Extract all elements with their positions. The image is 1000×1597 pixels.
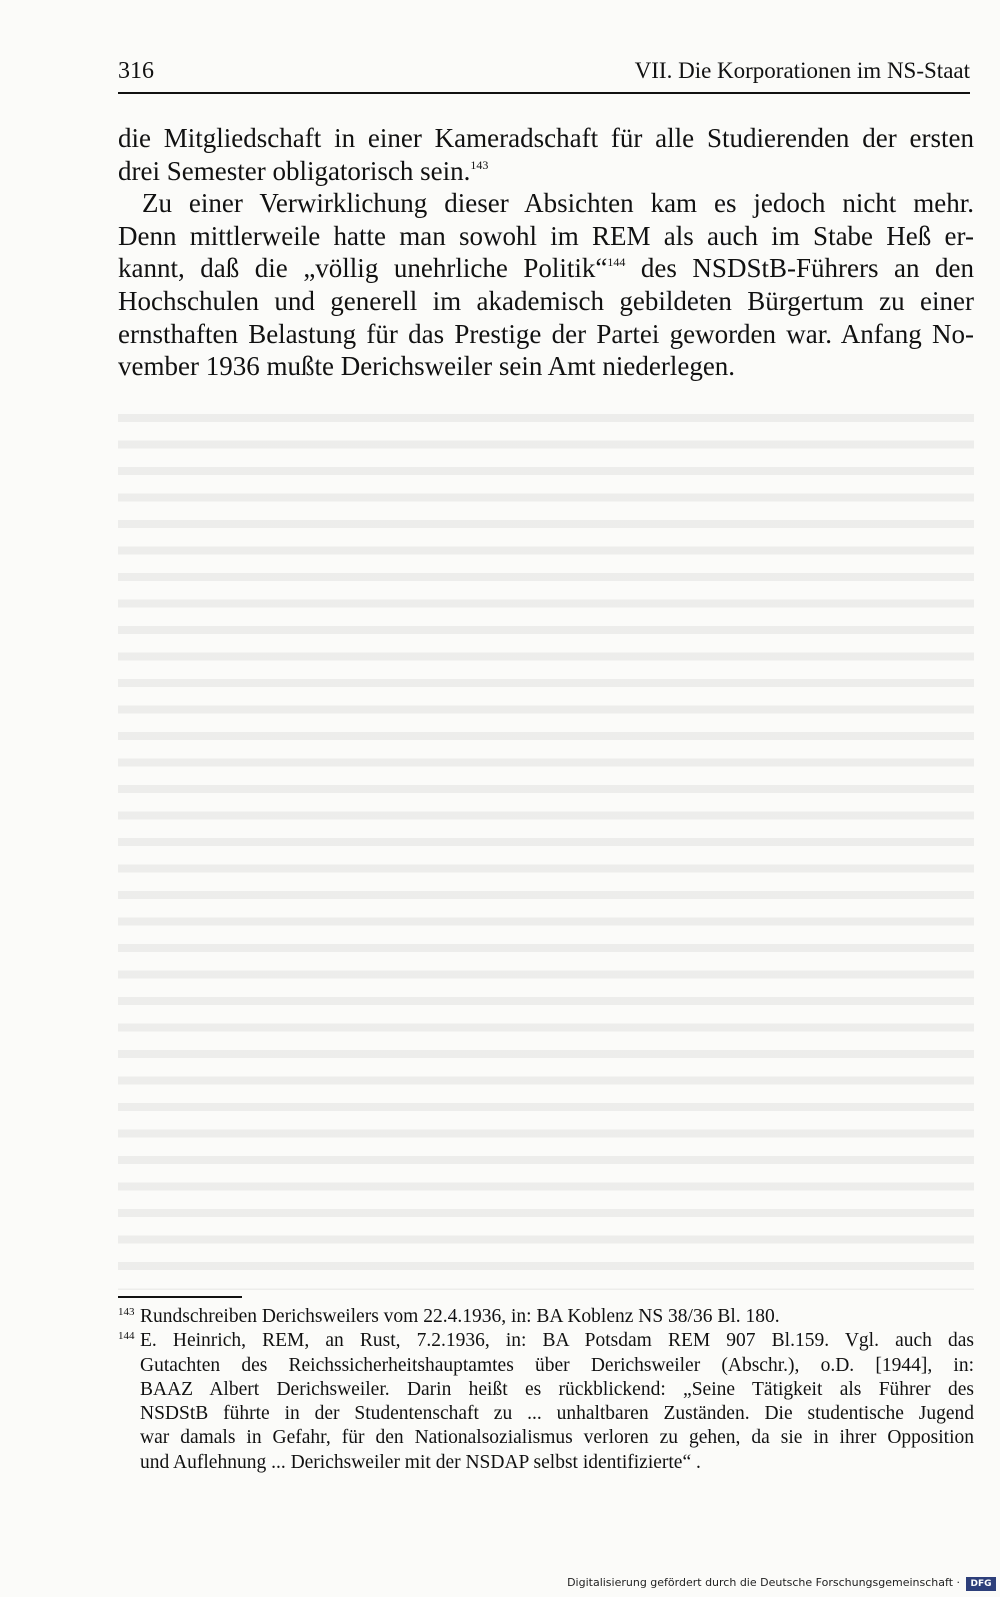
body-line: die Mitgliedschaft in einer Kameradschaft für alle Studierenden der ersten [118, 123, 974, 153]
footnote-ref-144: 144 [607, 255, 626, 270]
body-line: drei Semester obligatorisch sein.$^{143}$ [118, 155, 489, 186]
body-line: Hochschulen und generell im akademisch gebildeten Bürgertum zu einer [118, 285, 974, 316]
footnote-143: 143 Rundschreiben Derichsweilers vom 22.4.1936, in: BA Koblenz NS 38/36 Bl. 180. [118, 1306, 780, 1327]
footnotes [118, 1305, 974, 1475]
footnote-rule [118, 1296, 242, 1298]
running-head: VII. Die Korporationen im NS-Staat [634, 58, 970, 83]
dfg-logo: DFG [966, 1577, 996, 1591]
body-line: Denn mittlerweile hatte man sowohl im REM als auch im Stabe Heß er- [118, 220, 974, 251]
footnote-line: und Auflehnung ... Derichsweiler mit der NSDAP selbst identifizierte“ . [140, 1451, 701, 1473]
footnote-line: NSDStB führte in der Studentenschaft zu ... unhaltbaren Zuständen. Die studentische Jugend [140, 1403, 974, 1425]
header-rule [118, 92, 970, 94]
page-number: 316 [118, 58, 154, 84]
show-through-texture [118, 400, 974, 1290]
footnote-line: war damals in Gefahr, für den Nationalsozialismus verloren zu gehen, da sie in ihrer Opposition [140, 1427, 974, 1449]
body-text [118, 122, 974, 383]
page-header [118, 56, 970, 92]
body-line: kannt, daß die „völlig unehrliche Politik“$^{144}$ des NSDStB-Führers an den [118, 253, 975, 284]
digitization-credit: Digitalisierung gefördert durch die Deutsche Forschungsgemeinschaft · [567, 1576, 960, 1589]
footnote-ref-143: 143 [470, 157, 489, 172]
footnote-144: 144 E. Heinrich, REM, an Rust, 7.2.1936, in: BA Potsdam REM 907 Bl.159. Vgl. auch das [118, 1330, 974, 1352]
body-line: vember 1936 mußte Derichsweiler sein Amt niederlegen. [118, 351, 736, 382]
body-line: Zu einer Verwirklichung dieser Absichten kam es jedoch nicht mehr. [142, 188, 974, 219]
body-line: ernsthaften Belastung für das Prestige der Partei geworden war. Anfang No- [118, 318, 974, 349]
footnote-line: BAAZ Albert Derichsweiler. Darin heißt es rückblickend: „Seine Tätigkeit als Führer des [140, 1378, 974, 1400]
footnote-line: Gutachten des Reichssicherheitshauptamtes über Derichsweiler (Abschr.), o.D. [1944], in: [140, 1354, 974, 1376]
